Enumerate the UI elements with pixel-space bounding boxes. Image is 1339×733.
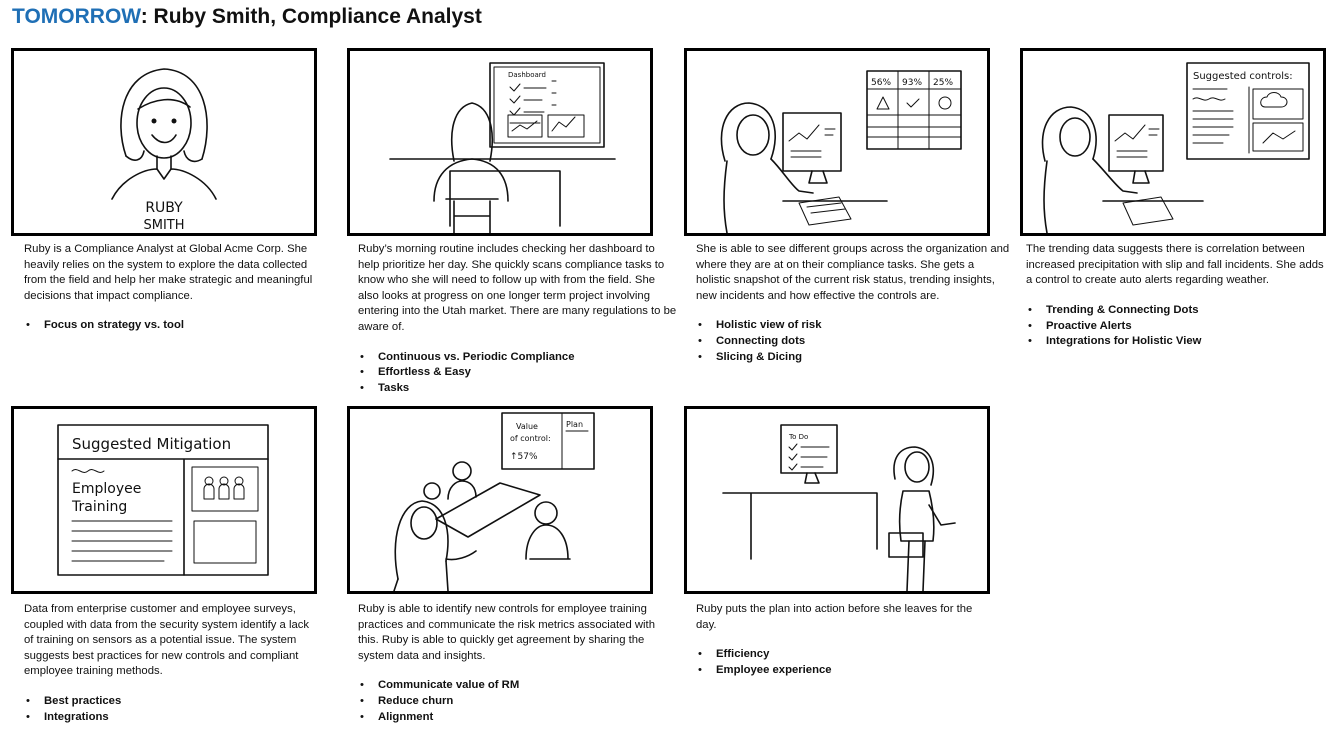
panel-4-caption xyxy=(1026,242,1331,350)
panel-6-caption xyxy=(358,602,658,726)
caption-text: Data from enterprise customer and employee surveys, coupled with data from the security system identify a lack of training on sensors as a potential issue. The system suggests best practices for new controls and compliant employee training methods. xyxy=(24,603,310,678)
bullet-item: • Integrations for Holistic View xyxy=(1026,334,1331,350)
sketch-stat-1: 56% xyxy=(871,78,892,88)
bullet-item: • Trending & Connecting Dots xyxy=(1026,303,1331,319)
bullet-item: • Alignment xyxy=(358,710,658,726)
sketch-board-line-3: ↑57% xyxy=(510,452,538,462)
bullet-item: • Continuous vs. Periodic Compliance xyxy=(358,350,678,366)
sketch-screen-label: Dashboard xyxy=(508,71,546,79)
caption-text: Ruby puts the plan into action before she leaves for the day. xyxy=(696,603,973,631)
sketch-leaving-for-day xyxy=(687,409,987,591)
sketch-board-title: Suggested controls: xyxy=(1193,71,1293,82)
bullet-list xyxy=(24,694,316,726)
sketch-board-line-1: Value xyxy=(516,422,538,431)
bullet-item: • Employee experience xyxy=(696,663,986,679)
bullet-item: • Holistic view of risk xyxy=(696,318,1011,334)
sketch-board-title: Suggested Mitigation xyxy=(72,435,232,453)
caption-text: Ruby is a Compliance Analyst at Global Acme Corp. She heavily relies on the system to explore the data collected from the field and help her make strategic and meaningful decisions that impact compliance. xyxy=(24,243,313,302)
sketch-screen-label: To Do xyxy=(789,433,809,441)
bullet-item: • Efficiency xyxy=(696,647,986,663)
caption-text: Ruby is able to identify new controls for employee training practices and communicate the risk metrics associated with this. Ruby is able to quickly get agreement by sharing the system data and insights. xyxy=(358,603,655,662)
bullet-list xyxy=(358,350,678,397)
storyboard-panel-2 xyxy=(347,48,653,236)
caption-text: Ruby’s morning routine includes checking her dashboard to help prioritize her day. She quickly scans compliance tasks to know who she will need to follow up with from the field. She also looks at progress on one longer term project involving entering into the Utah market. There are many regulations to be aware of. xyxy=(358,243,677,333)
panel-1-caption xyxy=(24,242,316,334)
sketch-board-line-2: of control: xyxy=(510,434,551,443)
storyboard-panel-5 xyxy=(11,406,317,594)
title-rest: : Ruby Smith, Compliance Analyst xyxy=(140,5,482,28)
sketch-board-plan: Plan xyxy=(566,420,584,429)
title-accent: TOMORROW xyxy=(12,5,141,28)
panel-2-caption xyxy=(358,242,678,397)
sketch-name-line-2: SMITH xyxy=(143,218,185,233)
sketch-ruby-portrait xyxy=(14,51,314,233)
panel-7-caption xyxy=(696,602,986,679)
sketch-name-line-1: RUBY xyxy=(145,200,183,216)
sketch-team-meeting xyxy=(350,409,650,591)
bullet-item: • Best practices xyxy=(24,694,316,710)
bullet-list xyxy=(696,647,986,679)
bullet-list xyxy=(358,678,658,725)
caption-text: She is able to see different groups across the organization and where they are at on their compliance tasks. She gets a holistic snapshot of the current risk status, trending insights, new incidents and how effective the controls are. xyxy=(696,243,1010,302)
panel-3-caption xyxy=(696,242,1011,366)
sketch-suggested-mitigation xyxy=(14,409,314,591)
bullet-item: • Focus on strategy vs. tool xyxy=(24,318,316,334)
storyboard-panel-7 xyxy=(684,406,990,594)
sketch-item-line-2: Training xyxy=(72,499,128,515)
sketch-dashboard-view xyxy=(350,51,650,233)
storyboard-panel-6 xyxy=(347,406,653,594)
bullet-item: • Slicing & Dicing xyxy=(696,350,1011,366)
sketch-stat-2: 93% xyxy=(902,78,923,88)
bullet-item: • Reduce churn xyxy=(358,694,658,710)
storyboard-panel-4 xyxy=(1020,48,1326,236)
bullet-list xyxy=(696,318,1011,365)
sketch-stat-3: 25% xyxy=(933,78,954,88)
bullet-item: • Communicate value of RM xyxy=(358,678,658,694)
bullet-item: • Effortless & Easy xyxy=(358,365,678,381)
sketch-item-line-1: Employee xyxy=(72,481,142,497)
sketch-suggested-controls xyxy=(1023,51,1323,233)
bullet-list xyxy=(24,318,316,334)
page-title xyxy=(12,5,482,29)
sketch-risk-snapshot xyxy=(687,51,987,233)
storyboard-panel-1 xyxy=(11,48,317,236)
bullet-item: • Proactive Alerts xyxy=(1026,319,1331,335)
bullet-item: • Integrations xyxy=(24,710,316,726)
caption-text: The trending data suggests there is correlation between increased precipitation with slip and fall incidents. She adds a control to create auto alerts regarding weather. xyxy=(1026,243,1324,287)
bullet-list xyxy=(1026,303,1331,350)
bullet-item: • Connecting dots xyxy=(696,334,1011,350)
panel-5-caption xyxy=(24,602,316,726)
storyboard-panel-3 xyxy=(684,48,990,236)
bullet-item: • Tasks xyxy=(358,381,678,397)
